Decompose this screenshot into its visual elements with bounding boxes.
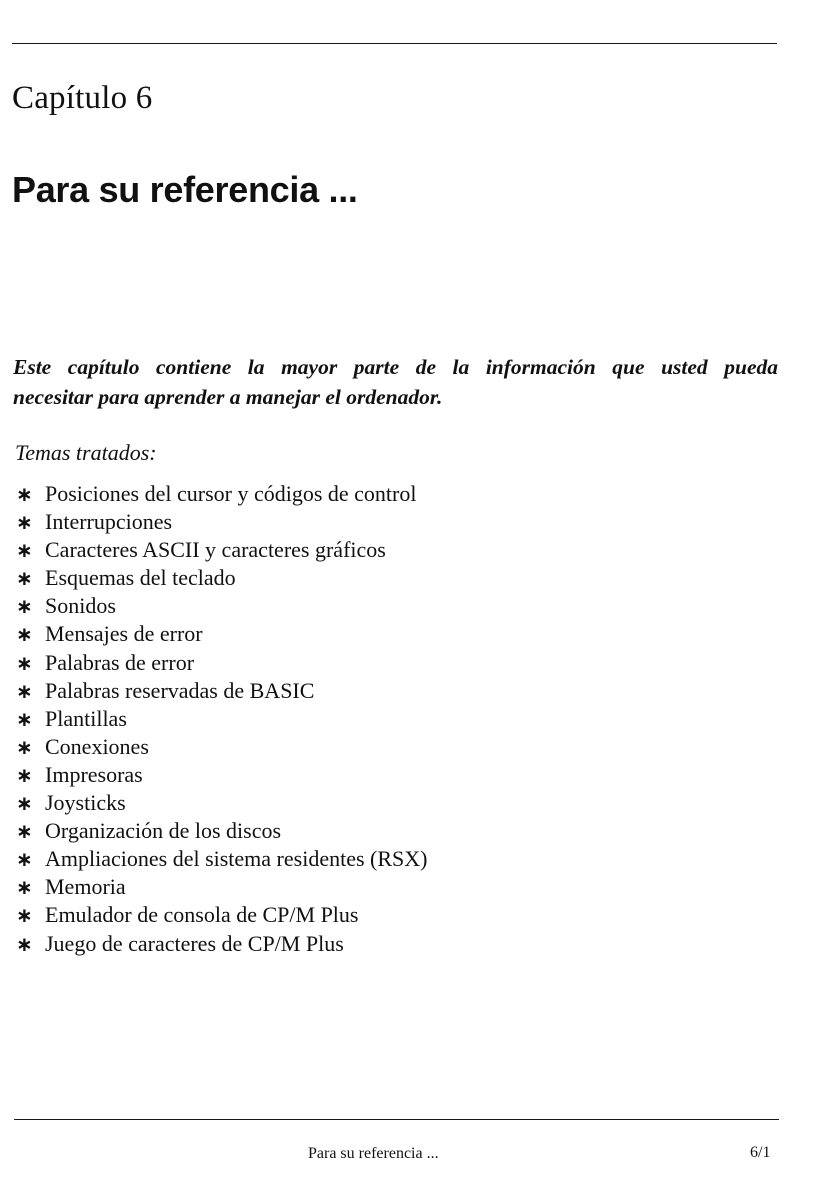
list-item [16,845,427,873]
list-item [16,817,427,845]
list-item [16,592,427,620]
list-item-text: Ampliaciones del sistema residentes (RSX) [45,846,428,872]
list-item-text: Conexiones [45,733,149,759]
intro-line: necesitar para aprender a manejar el ordenador. [13,385,443,409]
asterisk-bullet-icon: ∗ [16,734,33,759]
list-item [16,536,427,564]
list-item-text: Mensajes de error [45,621,203,647]
list-item-text: Impresoras [45,761,143,787]
asterisk-bullet-icon: ∗ [16,931,33,956]
page-number: 6/1 [750,1144,771,1161]
asterisk-bullet-icon: ∗ [16,482,33,506]
list-item-text: Emulador de consola de CP/M Plus [45,902,359,928]
list-item [16,930,427,958]
list-item-text: Esquemas del teclado [45,565,236,591]
list-item-text: Sonidos [45,593,116,619]
asterisk-bullet-icon: ∗ [16,650,33,675]
asterisk-bullet-icon: ∗ [16,622,33,647]
list-item [16,761,427,789]
list-item-text: Juego de caracteres de CP/M Plus [45,930,344,956]
intro-paragraph [13,352,783,412]
list-item-text: Caracteres ASCII y caracteres gráficos [45,537,386,563]
asterisk-bullet-icon: ∗ [16,594,33,619]
asterisk-bullet-icon: ∗ [16,566,33,591]
list-item-text: Interrupciones [45,509,173,535]
asterisk-bullet-icon: ∗ [16,678,33,703]
running-footer-title: Para su referencia ... [308,1145,439,1162]
list-item [16,789,427,817]
list-item [16,873,427,901]
top-rule [12,43,777,44]
topics-list [16,480,427,958]
list-item [16,649,427,677]
asterisk-bullet-icon: ∗ [16,791,33,816]
asterisk-bullet-icon: ∗ [16,762,33,787]
list-item-text: Organización de los discos [45,818,282,844]
list-item-text: Plantillas [45,705,127,731]
asterisk-bullet-icon: ∗ [16,819,33,844]
topics-heading: Temas tratados: [15,440,157,465]
chapter-title: Para su referencia ... [12,169,358,210]
list-item [16,620,427,648]
asterisk-bullet-icon: ∗ [16,706,33,731]
asterisk-bullet-icon: ∗ [16,903,33,928]
chapter-label: Capítulo 6 [12,80,153,116]
intro-line: Este capítulo contiene la mayor parte de la información que usted pueda [13,355,778,379]
list-item-text: Joysticks [45,790,126,816]
list-item [16,901,427,929]
list-item [16,733,427,761]
list-item-text: Posiciones del cursor y códigos de control [45,481,417,506]
asterisk-bullet-icon: ∗ [16,510,33,535]
asterisk-bullet-icon: ∗ [16,847,33,872]
asterisk-bullet-icon: ∗ [16,875,33,900]
bottom-rule [14,1119,779,1120]
list-item [16,480,427,508]
list-item [16,677,427,705]
list-item [16,508,427,536]
list-item-text: Palabras de error [45,649,195,675]
list-item-text: Memoria [45,874,126,900]
asterisk-bullet-icon: ∗ [16,538,33,563]
list-item-text: Palabras reservadas de BASIC [45,677,315,703]
list-item [16,705,427,733]
list-item [16,564,427,592]
